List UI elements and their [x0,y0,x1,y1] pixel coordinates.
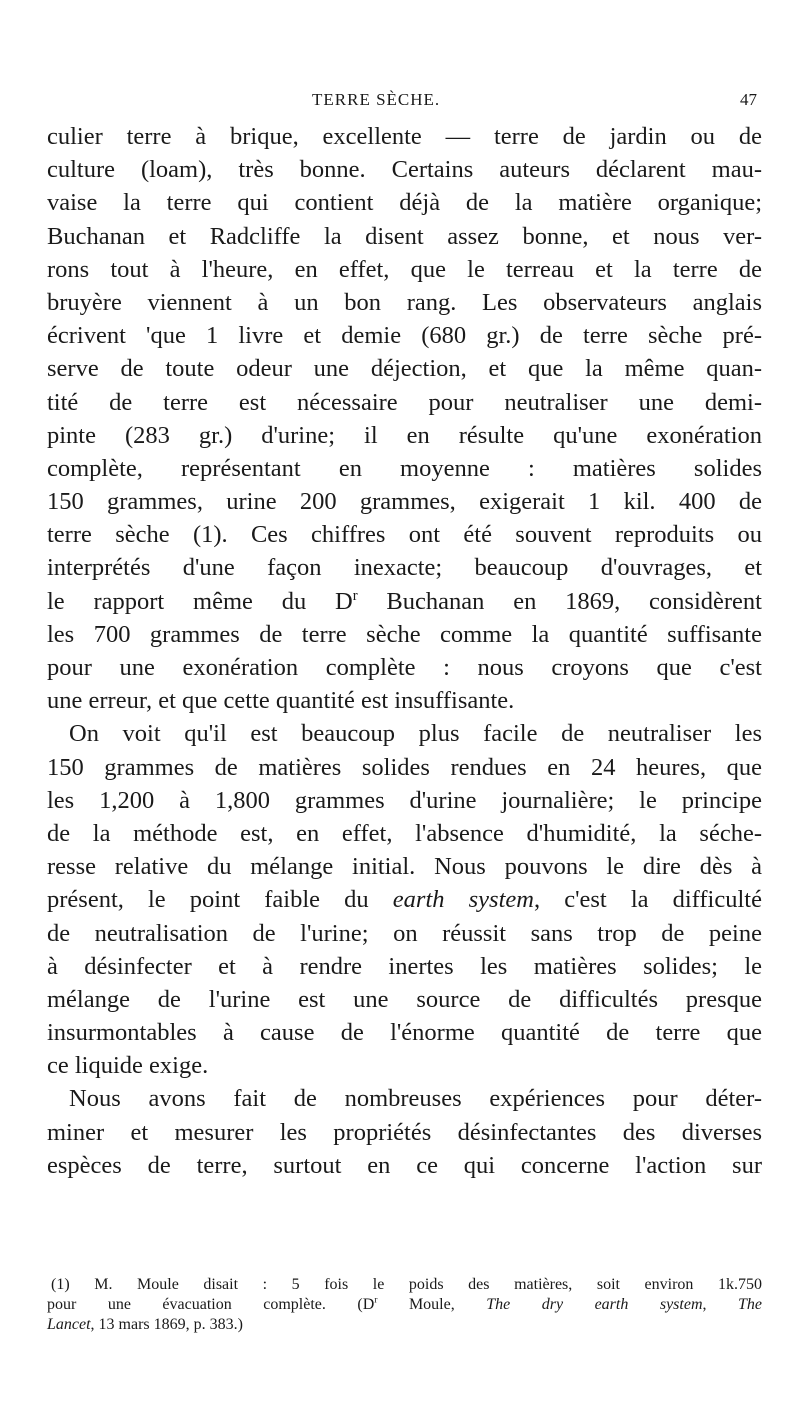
text-line: complète, représentant en moyenne : matières solides [47,454,762,482]
text-fragment: , [702,1296,738,1313]
running-title: TERRE SÈCHE. [312,90,441,109]
italic-title: Lancet [47,1316,91,1333]
text-line: culture (loam), très bonne. Certains auteurs déclarent mau- [47,156,762,184]
text-line: 150 grammes de matières solides rendues en 24 heures, que [47,753,762,781]
footnote-line [47,1295,762,1315]
text-line: une erreur, et que cette quantité est insuffisante. [47,687,515,715]
text-line: les 1,200 à 1,800 grammes d'urine journalière; le principe [47,786,762,814]
text-line: de neutralisation de l'urine; on réussit sans trop de peine [47,919,762,947]
running-head [0,90,800,112]
text-fragment: le rapport même du D [47,587,353,615]
italic-term: earth system [392,886,534,914]
superscript: r [374,1294,378,1306]
text-line: mélange de l'urine est une source de difficultés presque [47,985,762,1013]
text-line: à désinfecter et à rendre inertes les matières solides; le [47,952,762,980]
text-fragment: , 13 mars 1869, p. 383.) [90,1316,243,1333]
text-line: vaise la terre qui contient déjà de la matière organique; [47,189,762,217]
text-fragment: pour une évacuation complète. (D [47,1296,375,1313]
text-line: serve de toute odeur une déjection, et que la même quan- [47,355,762,383]
footnote-line: (1) M. Moule disait : 5 fois le poids des matières, soit environ 1k.750 [51,1276,762,1293]
text-fragment: , c'est la difficulté [533,886,762,914]
page-number: 47 [740,90,757,109]
text-fragment: Moule, [377,1296,487,1313]
text-line [47,883,762,916]
text-line [47,585,762,618]
footnote-line [47,1315,762,1335]
italic-title: The [738,1296,762,1313]
text-fragment: Buchanan en 1869, considèrent [357,587,762,615]
italic-title: The dry earth system [486,1296,703,1313]
text-line: pour une exonération complète : nous croyons que c'est [47,654,762,681]
text-line: de la méthode est, en effet, l'absence d'humidité, la séche- [47,819,762,847]
text-line: les 700 grammes de terre sèche comme la quantité suffisante [47,620,762,648]
text-line: pinte (283 gr.) d'urine; il en résulte qu'une exonération [47,421,762,449]
body-text [47,120,762,1182]
text-line: écrivent 'que 1 livre et demie (680 gr.) de terre sèche pré- [47,322,762,350]
text-line: 150 grammes, urine 200 grammes, exigerait 1 kil. 400 de [47,488,762,516]
text-line: miner et mesurer les propriétés désinfectantes des diverses [47,1118,762,1146]
text-line: On voit qu'il est beaucoup plus facile de neutraliser les [69,720,762,748]
text-line: ce liquide exige. [47,1052,209,1080]
text-line: resse relative du mélange initial. Nous pouvons le dire dès à [47,853,762,881]
text-line: espèces de terre, surtout en ce qui concerne l'action sur [47,1151,762,1179]
text-line: rons tout à l'heure, en effet, que le terreau et la terre de [47,255,762,283]
text-line: bruyère viennent à un bon rang. Les observateurs anglais [47,288,762,316]
text-line: interprétés d'une façon inexacte; beaucoup d'ouvrages, et [47,554,762,582]
text-line: tité de terre est nécessaire pour neutraliser une demi- [47,388,762,416]
text-line: Buchanan et Radcliffe la disent assez bonne, et nous ver- [47,222,762,250]
text-line: insurmontables à cause de l'énorme quantité de terre que [47,1019,762,1047]
text-line: culier terre à brique, excellente — terre de jardin ou de [47,123,762,150]
text-line: terre sèche (1). Ces chiffres ont été souvent reproduits ou [47,521,762,549]
footnote [47,1275,762,1335]
text-line: Nous avons fait de nombreuses expériences pour déter- [69,1085,762,1113]
superscript: r [352,587,358,604]
text-fragment: présent, le point faible du [47,886,393,914]
